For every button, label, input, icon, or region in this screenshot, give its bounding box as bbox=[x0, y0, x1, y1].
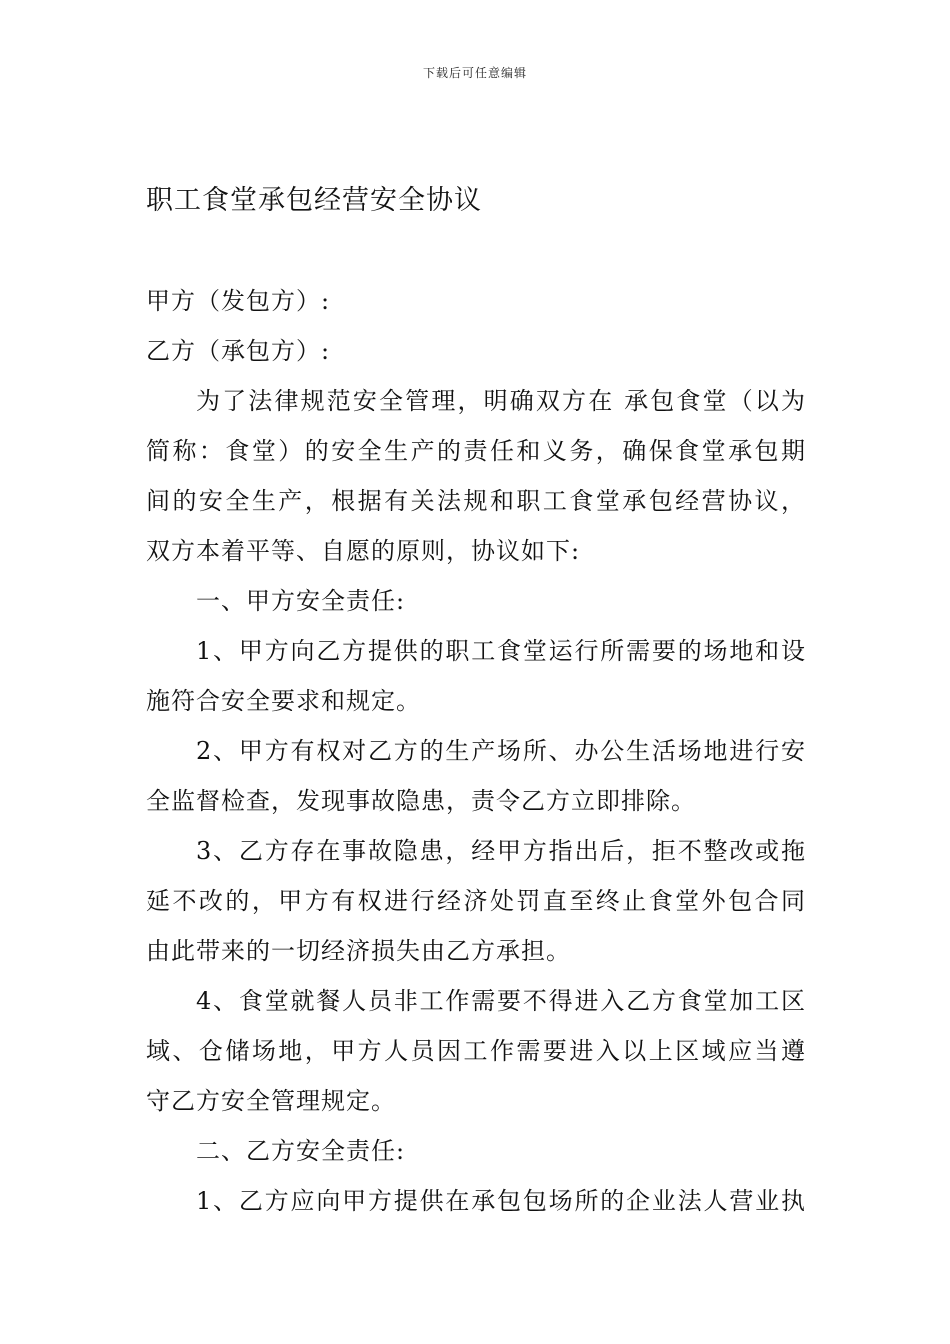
intro-line: 双方本着平等、自愿的原则，协议如下: bbox=[146, 537, 581, 565]
clause-line: 1、乙方应向甲方提供在承包包场所的企业法人营业执 bbox=[196, 1187, 806, 1215]
clause-a-3 bbox=[146, 826, 806, 976]
section-heading-party-a: 一、甲方安全责任: bbox=[196, 587, 406, 615]
intro-line: 简称：食堂）的安全生产的责任和义务，确保食堂承包期 bbox=[146, 437, 806, 465]
intro-line: 为了法律规范安全管理，明确双方在 承包食堂（以为 bbox=[196, 387, 806, 415]
agreement-body bbox=[146, 276, 806, 1226]
clause-a-2 bbox=[146, 726, 806, 826]
party-a-line: 甲方（发包方）: bbox=[146, 287, 331, 315]
section-heading-party-b: 二、乙方安全责任: bbox=[196, 1137, 406, 1165]
party-b-line: 乙方（承包方）: bbox=[146, 337, 331, 365]
clause-line: 域、仓储场地，甲方人员因工作需要进入以上区域应当遵 bbox=[146, 1037, 806, 1065]
clause-line: 4、食堂就餐人员非工作需要不得进入乙方食堂加工区 bbox=[196, 987, 806, 1015]
clause-line: 延不改的，甲方有权进行经济处罚直至终止食堂外包合同 bbox=[146, 887, 806, 915]
clause-line: 施符合安全要求和规定。 bbox=[146, 687, 421, 715]
intro-paragraph bbox=[146, 376, 806, 576]
clause-b-1 bbox=[146, 1176, 806, 1226]
intro-line: 间的安全生产，根据有关法规和职工食堂承包经营协议， bbox=[146, 487, 806, 515]
header-note: 下载后可任意编辑 bbox=[422, 66, 527, 80]
clause-line: 全监督检查，发现事故隐患，责令乙方立即排除。 bbox=[146, 787, 696, 815]
page-title: 职工食堂承包经营安全协议 bbox=[146, 185, 482, 216]
clause-line: 1、甲方向乙方提供的职工食堂运行所需要的场地和设 bbox=[196, 637, 806, 665]
clause-a-4 bbox=[146, 976, 806, 1126]
clause-a-1 bbox=[146, 626, 806, 726]
clause-line: 3、乙方存在事故隐患，经甲方指出后，拒不整改或拖 bbox=[196, 837, 806, 865]
clause-line: 守乙方安全管理规定。 bbox=[146, 1087, 396, 1115]
clause-line: 由此带来的一切经济损失由乙方承担。 bbox=[146, 937, 571, 965]
clause-line: 2、甲方有权对乙方的生产场所、办公生活场地进行安 bbox=[196, 737, 806, 765]
